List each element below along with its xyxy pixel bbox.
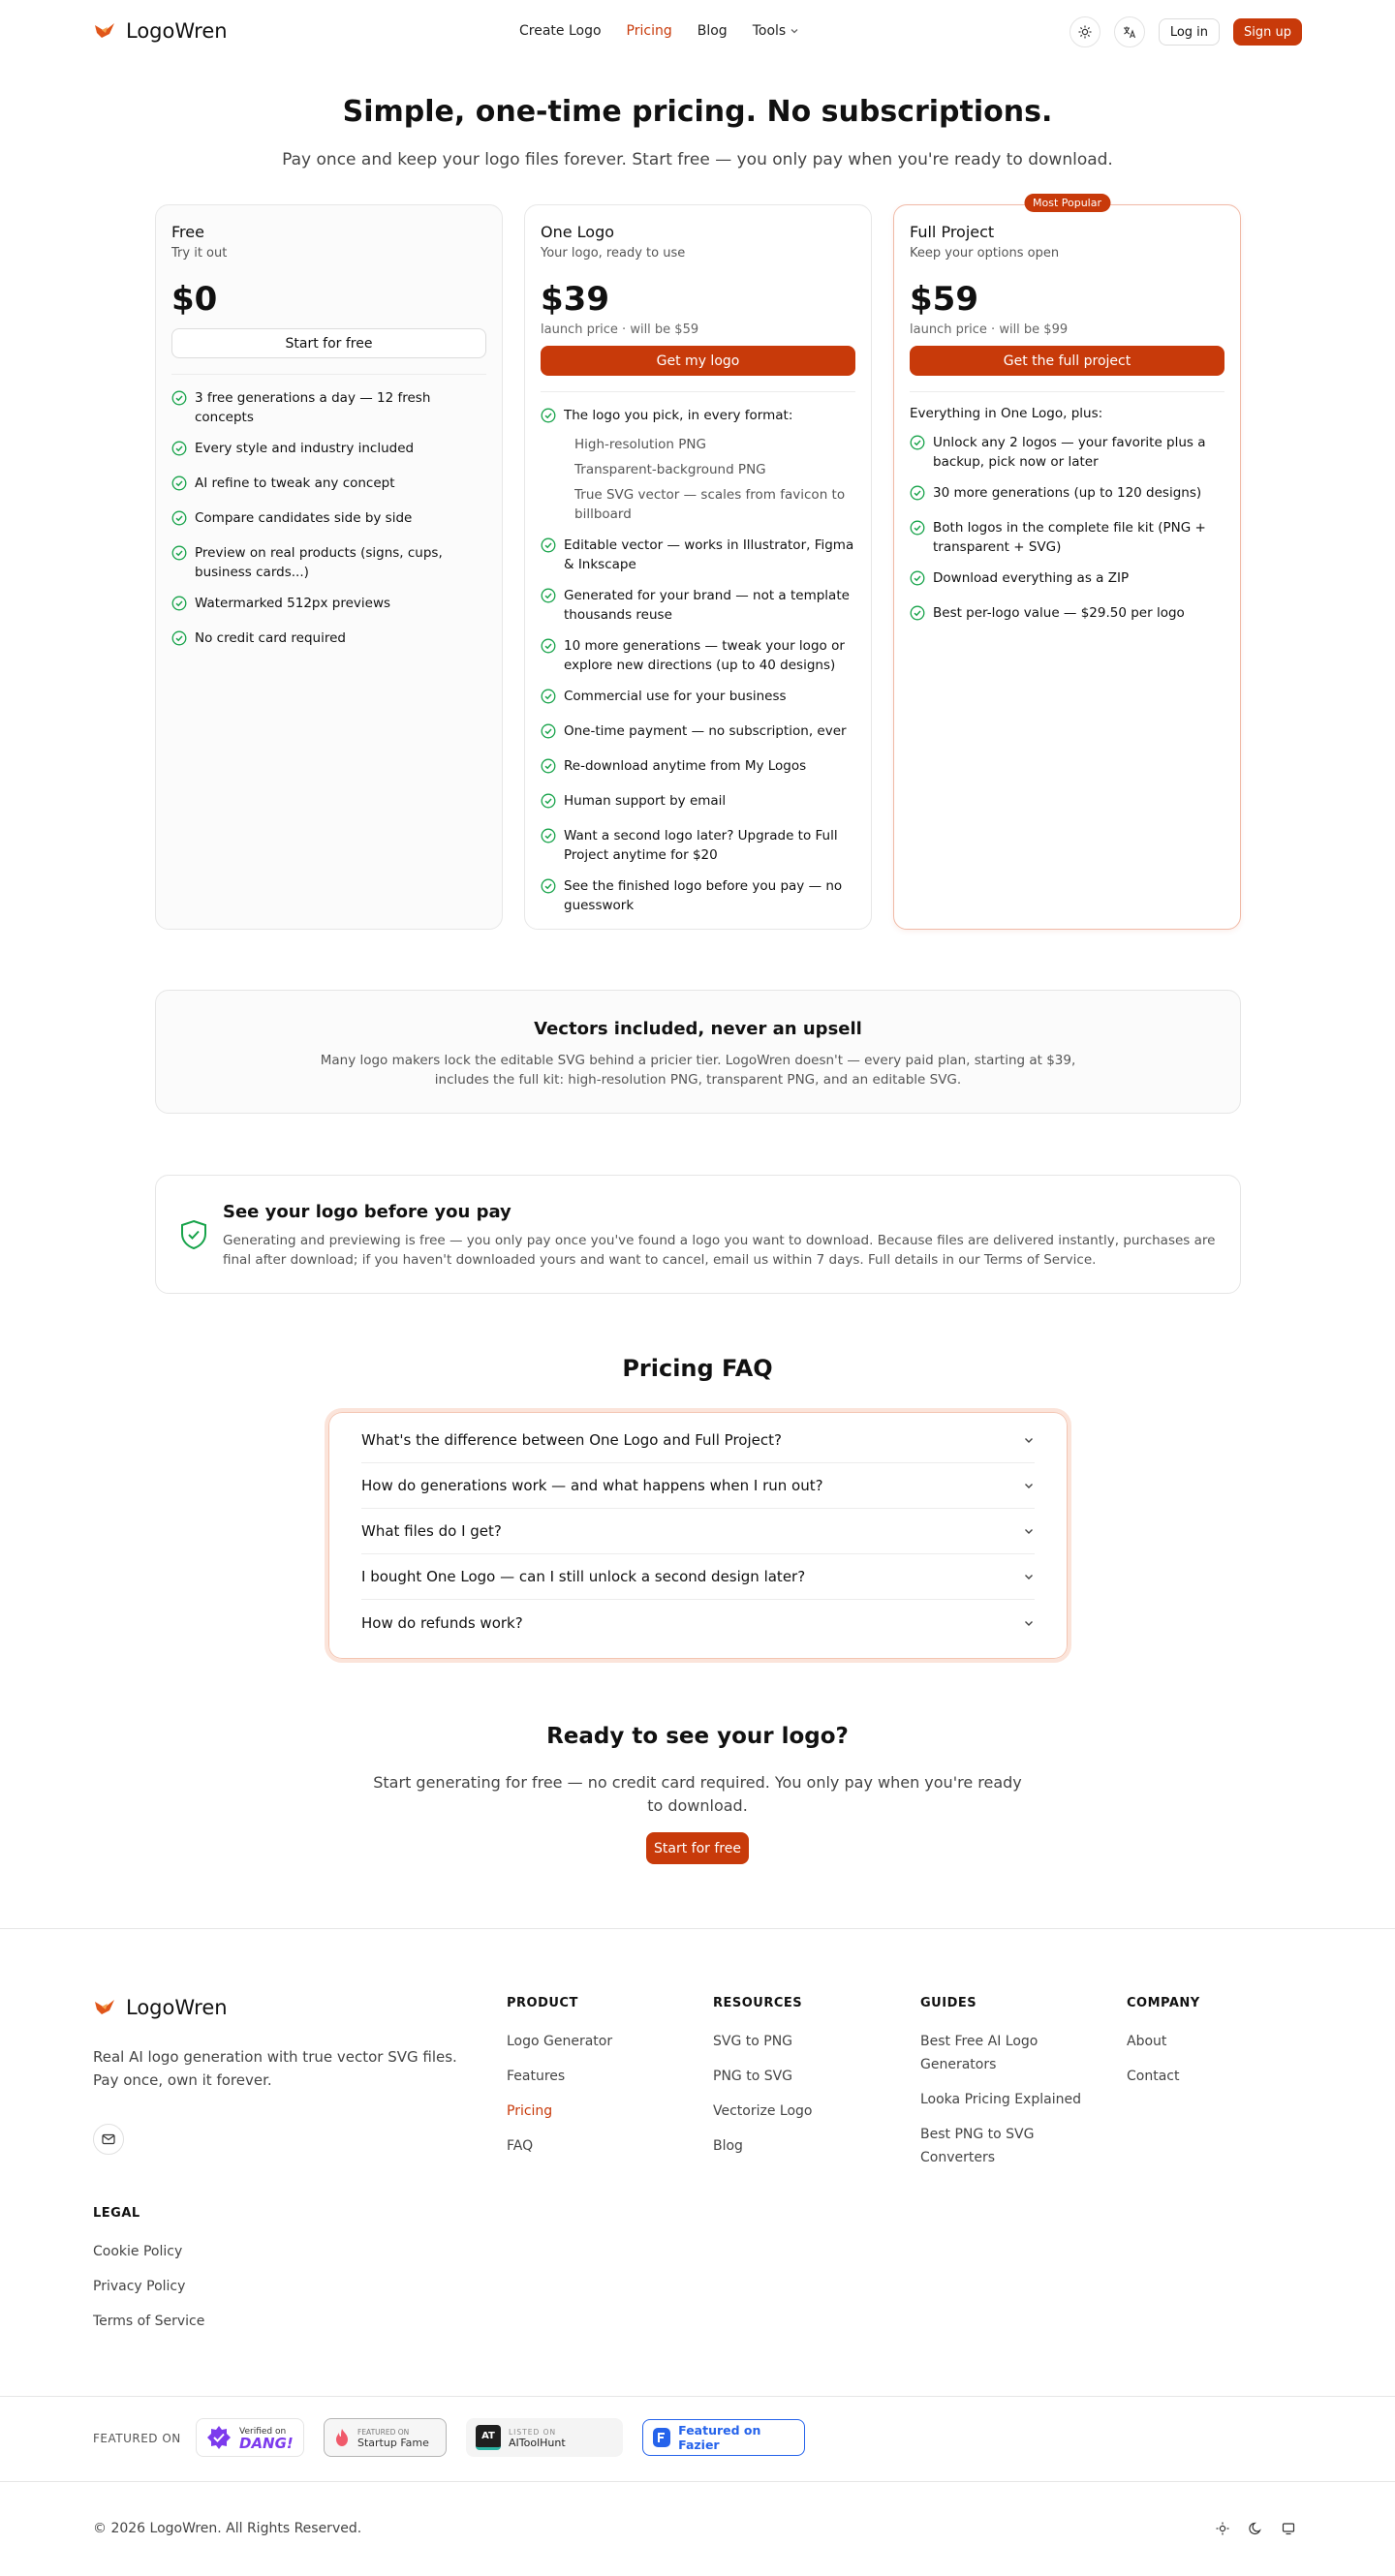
badge-aitool-top: LISTED ON bbox=[509, 2428, 557, 2437]
plan-price: $39 bbox=[541, 280, 609, 319]
faq-question: How do generations work — and what happens when I run out? bbox=[361, 1477, 823, 1494]
feature-item bbox=[910, 433, 1224, 472]
badge-fazier-text: Featured on Fazier bbox=[678, 2423, 761, 2452]
aitoolhunt-logo-text: AT bbox=[481, 2431, 495, 2441]
badge-startup-fame[interactable] bbox=[324, 2418, 447, 2457]
fazier-f-icon bbox=[657, 2432, 666, 2443]
page-subtitle: Pay once and keep your logo files forever. Start free — you only pay when you're ready to download. bbox=[282, 150, 1113, 169]
feature-text: Want a second logo later? Upgrade to Full Project anytime for $20 bbox=[564, 828, 838, 863]
plan-tagline: Keep your options open bbox=[910, 246, 1060, 261]
faq-item[interactable] bbox=[361, 1554, 1035, 1600]
feature-text: 10 more generations — tweak your logo or explore new directions (up to 40 designs) bbox=[564, 638, 845, 673]
theme-light-button[interactable] bbox=[1209, 2515, 1236, 2542]
footer-col-head: RESOURCES bbox=[713, 1996, 803, 2010]
feature-text: Download everything as a ZIP bbox=[933, 570, 1130, 586]
nav-create-logo[interactable]: Create Logo bbox=[519, 23, 602, 39]
faq-question: What files do I get? bbox=[361, 1522, 502, 1540]
vectors-body: Many logo makers lock the editable SVG behind a pricier tier. LogoWren doesn't — every paid plan, starting at $39, includes the full kit: high-resolution PNG, transparent PNG, and an editable SVG. bbox=[320, 1053, 1076, 1088]
footer-link[interactable]: SVG to PNG bbox=[713, 2034, 793, 2049]
check-circle-icon bbox=[171, 596, 187, 611]
footer-link[interactable]: About bbox=[1127, 2034, 1167, 2049]
plan-price-note: launch price · will be $59 bbox=[541, 322, 699, 337]
cta-title: Ready to see your logo? bbox=[546, 1724, 849, 1749]
faq-item[interactable] bbox=[361, 1600, 1035, 1645]
feature-item bbox=[541, 791, 855, 814]
feature-item bbox=[910, 483, 1224, 506]
check-circle-icon bbox=[171, 475, 187, 491]
footer-brand-link[interactable] bbox=[93, 1996, 228, 2019]
theme-switcher bbox=[1209, 2515, 1302, 2542]
cta-start-free-button[interactable]: Start for free bbox=[646, 1832, 749, 1864]
footer-col-company bbox=[1127, 1996, 1200, 2100]
check-circle-icon bbox=[910, 570, 925, 586]
footer-divider bbox=[0, 2396, 1395, 2397]
vectors-title: Vectors included, never an upsell bbox=[534, 1019, 862, 1039]
faq-accordion bbox=[325, 1408, 1071, 1663]
start-free-button[interactable]: Start for free bbox=[171, 328, 486, 358]
check-circle-icon bbox=[541, 878, 556, 894]
format-item: True SVG vector — scales from favicon to billboard bbox=[574, 487, 846, 522]
feature-text: Every style and industry included bbox=[195, 441, 415, 456]
feature-text: Best per-logo value — $29.50 per logo bbox=[933, 605, 1185, 621]
theme-system-button[interactable] bbox=[1275, 2515, 1302, 2542]
check-circle-icon bbox=[171, 545, 187, 561]
main-nav bbox=[519, 23, 799, 39]
badge-aitool-main: AIToolHunt bbox=[509, 2437, 566, 2449]
footer-link[interactable]: Features bbox=[507, 2069, 566, 2084]
badge-startup-top: FEATURED ON bbox=[357, 2428, 410, 2437]
faq-question: I bought One Logo — can I still unlock a second design later? bbox=[361, 1568, 806, 1585]
plan-price-note: launch price · will be $99 bbox=[910, 322, 1069, 337]
translate-icon bbox=[1123, 25, 1136, 39]
footer-col-legal bbox=[93, 2206, 204, 2345]
feature-text: Commercial use for your business bbox=[564, 689, 787, 704]
feature-text: Compare candidates side by side bbox=[195, 510, 413, 526]
moon-icon bbox=[1249, 2522, 1262, 2535]
badge-dang-main: DANG! bbox=[239, 2435, 294, 2452]
badge-aitoolhunt[interactable] bbox=[466, 2418, 623, 2457]
feature-item bbox=[910, 603, 1224, 627]
email-contact-button[interactable] bbox=[93, 2124, 124, 2155]
chevron-down-icon bbox=[1023, 1617, 1035, 1629]
mail-icon bbox=[102, 2133, 115, 2145]
footer-link[interactable]: Cookie Policy bbox=[93, 2244, 183, 2259]
footer-link[interactable]: Best PNG to SVG Converters bbox=[920, 2127, 1035, 2165]
badge-star-icon bbox=[206, 2425, 232, 2450]
feature-item bbox=[541, 721, 855, 745]
footer-col-head: LEGAL bbox=[93, 2206, 140, 2221]
plan-name: Free bbox=[171, 223, 204, 241]
divider bbox=[171, 374, 486, 375]
theme-toggle-button[interactable] bbox=[1070, 16, 1100, 47]
feature-list bbox=[541, 536, 855, 915]
nav-tools-label: Tools bbox=[752, 23, 787, 39]
check-circle-icon bbox=[171, 441, 187, 456]
wren-bird-icon bbox=[93, 1998, 116, 2017]
check-circle-icon bbox=[541, 723, 556, 739]
footer-link[interactable]: Privacy Policy bbox=[93, 2279, 186, 2294]
nav-actions bbox=[1070, 16, 1302, 47]
feature-text: Re-download anytime from My Logos bbox=[564, 758, 807, 774]
feature-text: Editable vector — works in Illustrator, Figma & Inkscape bbox=[564, 537, 854, 572]
chevron-down-icon bbox=[1023, 1480, 1035, 1491]
footer-divider bbox=[0, 2481, 1395, 2482]
feature-text: One-time payment — no subscription, ever bbox=[564, 723, 847, 739]
check-circle-icon bbox=[910, 605, 925, 621]
feature-text: Watermarked 512px previews bbox=[195, 596, 391, 611]
aitoolhunt-logo-icon bbox=[476, 2425, 501, 2450]
chevron-down-icon bbox=[790, 26, 799, 36]
feature-item bbox=[541, 636, 855, 675]
plan-tagline: Try it out bbox=[171, 246, 228, 261]
feature-item bbox=[541, 406, 855, 429]
sun-icon bbox=[1216, 2522, 1229, 2535]
feature-item bbox=[171, 508, 486, 532]
format-item: Transparent-background PNG bbox=[574, 462, 766, 477]
copyright: © 2026 LogoWren. All Rights Reserved. bbox=[93, 2521, 362, 2536]
feature-item bbox=[541, 586, 855, 625]
check-circle-icon bbox=[541, 793, 556, 809]
feature-item bbox=[171, 543, 486, 582]
feature-item bbox=[171, 629, 486, 652]
brand-logo-link[interactable] bbox=[93, 19, 228, 43]
feature-item bbox=[171, 439, 486, 462]
divider bbox=[541, 391, 855, 392]
see-title: See your logo before you pay bbox=[223, 1202, 512, 1222]
monitor-icon bbox=[1282, 2522, 1295, 2535]
format-item: High-resolution PNG bbox=[574, 437, 706, 452]
footer-link[interactable]: Logo Generator bbox=[507, 2034, 613, 2049]
footer-link[interactable]: Vectorize Logo bbox=[713, 2103, 813, 2119]
badge-aitool-text bbox=[509, 2427, 566, 2448]
footer-col-resources bbox=[713, 1996, 812, 2169]
shield-check-icon bbox=[179, 1219, 208, 1250]
feature-item bbox=[541, 687, 855, 710]
see-before-pay-box bbox=[155, 1175, 1241, 1294]
chevron-down-icon bbox=[1023, 1571, 1035, 1582]
check-circle-icon bbox=[171, 630, 187, 646]
check-circle-icon bbox=[910, 485, 925, 501]
page-title: Simple, one-time pricing. No subscriptions. bbox=[342, 95, 1053, 129]
check-circle-icon bbox=[171, 510, 187, 526]
featured-on-label: FEATURED ON bbox=[93, 2432, 181, 2445]
theme-dark-button[interactable] bbox=[1242, 2515, 1269, 2542]
badge-fazier[interactable] bbox=[642, 2419, 805, 2456]
feature-list bbox=[541, 406, 855, 429]
nav-blog[interactable]: Blog bbox=[697, 23, 728, 39]
badge-dang-text bbox=[239, 2426, 294, 2452]
check-circle-icon bbox=[541, 828, 556, 843]
plan-tagline: Your logo, ready to use bbox=[541, 246, 686, 261]
feature-item bbox=[541, 826, 855, 865]
badge-dang-top: Verified on bbox=[239, 2427, 287, 2437]
footer-link[interactable]: Terms of Service bbox=[93, 2314, 205, 2329]
footer-link[interactable]: Looka Pricing Explained bbox=[920, 2092, 1081, 2107]
most-popular-badge: Most Popular bbox=[1024, 194, 1110, 212]
check-circle-icon bbox=[541, 758, 556, 774]
flame-icon bbox=[334, 2428, 350, 2447]
footer-col-head: COMPANY bbox=[1127, 1996, 1200, 2010]
check-circle-icon bbox=[910, 520, 925, 536]
footer-col-guides bbox=[920, 1996, 1081, 2181]
feature-text: Human support by email bbox=[564, 793, 727, 809]
feature-item bbox=[171, 474, 486, 497]
login-button[interactable]: Log in bbox=[1159, 18, 1220, 46]
footer-link-pricing[interactable]: Pricing bbox=[507, 2103, 553, 2119]
feature-text: See the finished logo before you pay — no guesswork bbox=[564, 878, 843, 913]
cta-subtitle: Start generating for free — no credit card required. You only pay when you're ready to download. bbox=[373, 1773, 1022, 1815]
feature-item bbox=[541, 876, 855, 915]
feature-text: 3 free generations a day — 12 fresh concepts bbox=[195, 390, 431, 425]
badge-startup-text bbox=[357, 2427, 429, 2448]
footer-link[interactable]: PNG to SVG bbox=[713, 2069, 793, 2084]
feature-list bbox=[171, 388, 486, 652]
feature-item bbox=[910, 568, 1224, 592]
check-circle-icon bbox=[541, 537, 556, 553]
badge-dang[interactable] bbox=[196, 2418, 304, 2457]
footer-link[interactable]: Blog bbox=[713, 2138, 743, 2154]
faq-item[interactable] bbox=[361, 1418, 1035, 1463]
divider bbox=[910, 391, 1224, 392]
feature-item bbox=[541, 756, 855, 780]
footer-description: Real AI logo generation with true vector SVG files. Pay once, own it forever. bbox=[93, 2048, 457, 2089]
footer-link[interactable]: FAQ bbox=[507, 2138, 534, 2154]
feature-text: The logo you pick, in every format: bbox=[564, 408, 793, 423]
sun-icon bbox=[1078, 25, 1092, 39]
language-button[interactable] bbox=[1114, 16, 1145, 47]
format-list bbox=[541, 435, 855, 524]
signup-button[interactable]: Sign up bbox=[1233, 18, 1302, 46]
footer-brand-name: LogoWren bbox=[126, 1996, 228, 2019]
footer-divider bbox=[0, 1928, 1395, 1929]
nav-tools-dropdown[interactable] bbox=[753, 23, 800, 39]
feature-item bbox=[541, 536, 855, 574]
feature-item bbox=[171, 594, 486, 617]
plus-heading: Everything in One Logo, plus: bbox=[910, 406, 1103, 421]
nav-pricing[interactable]: Pricing bbox=[626, 23, 672, 39]
vectors-included-box bbox=[155, 990, 1241, 1114]
faq-question: What's the difference between One Logo and Full Project? bbox=[361, 1431, 782, 1449]
faq-item[interactable] bbox=[361, 1463, 1035, 1509]
check-circle-icon bbox=[910, 435, 925, 450]
plan-price: $59 bbox=[910, 280, 978, 319]
check-circle-icon bbox=[541, 588, 556, 603]
fazier-logo-icon bbox=[653, 2428, 670, 2447]
see-body: Generating and previewing is free — you only pay once you've found a logo you want to download. Because files are delivered instantly, purchases are final after download; if you haven't downloaded yours and want to cancel, email us within 7 days. Full details in our Terms of Service. bbox=[223, 1233, 1216, 1268]
wren-bird-icon bbox=[93, 21, 116, 41]
check-circle-icon bbox=[541, 689, 556, 704]
plan-name: One Logo bbox=[541, 223, 615, 241]
plan-price: $0 bbox=[171, 280, 218, 319]
feature-text: Generated for your brand — not a template thousands reuse bbox=[564, 588, 850, 623]
feature-text: AI refine to tweak any concept bbox=[195, 475, 395, 491]
check-circle-icon bbox=[171, 390, 187, 406]
faq-item[interactable] bbox=[361, 1509, 1035, 1554]
plan-card-one-logo bbox=[524, 204, 872, 930]
get-full-project-button[interactable]: Get the full project bbox=[910, 346, 1224, 376]
chevron-down-icon bbox=[1023, 1525, 1035, 1537]
feature-list bbox=[910, 433, 1224, 627]
feature-text: No credit card required bbox=[195, 630, 346, 646]
get-my-logo-button[interactable]: Get my logo bbox=[541, 346, 855, 376]
footer-link[interactable]: Contact bbox=[1127, 2069, 1180, 2084]
plan-card-free bbox=[155, 204, 503, 930]
feature-item bbox=[171, 388, 486, 427]
plan-name: Full Project bbox=[910, 223, 995, 241]
feature-text: Preview on real products (signs, cups, business cards...) bbox=[195, 545, 443, 580]
feature-text: Both logos in the complete file kit (PNG + transparent + SVG) bbox=[933, 520, 1206, 555]
faq-question: How do refunds work? bbox=[361, 1613, 523, 1632]
footer-col-head: PRODUCT bbox=[507, 1996, 578, 2010]
badge-startup-main: Startup Fame bbox=[357, 2437, 429, 2449]
feature-item bbox=[910, 518, 1224, 557]
footer-col-head: GUIDES bbox=[920, 1996, 977, 2010]
chevron-down-icon bbox=[1023, 1434, 1035, 1446]
check-circle-icon bbox=[541, 638, 556, 654]
faq-title: Pricing FAQ bbox=[622, 1355, 773, 1382]
check-circle-icon bbox=[541, 408, 556, 423]
top-nav bbox=[0, 0, 1395, 64]
brand-name: LogoWren bbox=[126, 19, 228, 43]
plan-card-full-project bbox=[893, 197, 1241, 930]
feature-text: Unlock any 2 logos — your favorite plus a backup, pick now or later bbox=[933, 435, 1206, 470]
footer-link[interactable]: Best Free AI Logo Generators bbox=[920, 2034, 1038, 2072]
feature-text: 30 more generations (up to 120 designs) bbox=[933, 485, 1202, 501]
footer-col-product bbox=[507, 1996, 612, 2169]
